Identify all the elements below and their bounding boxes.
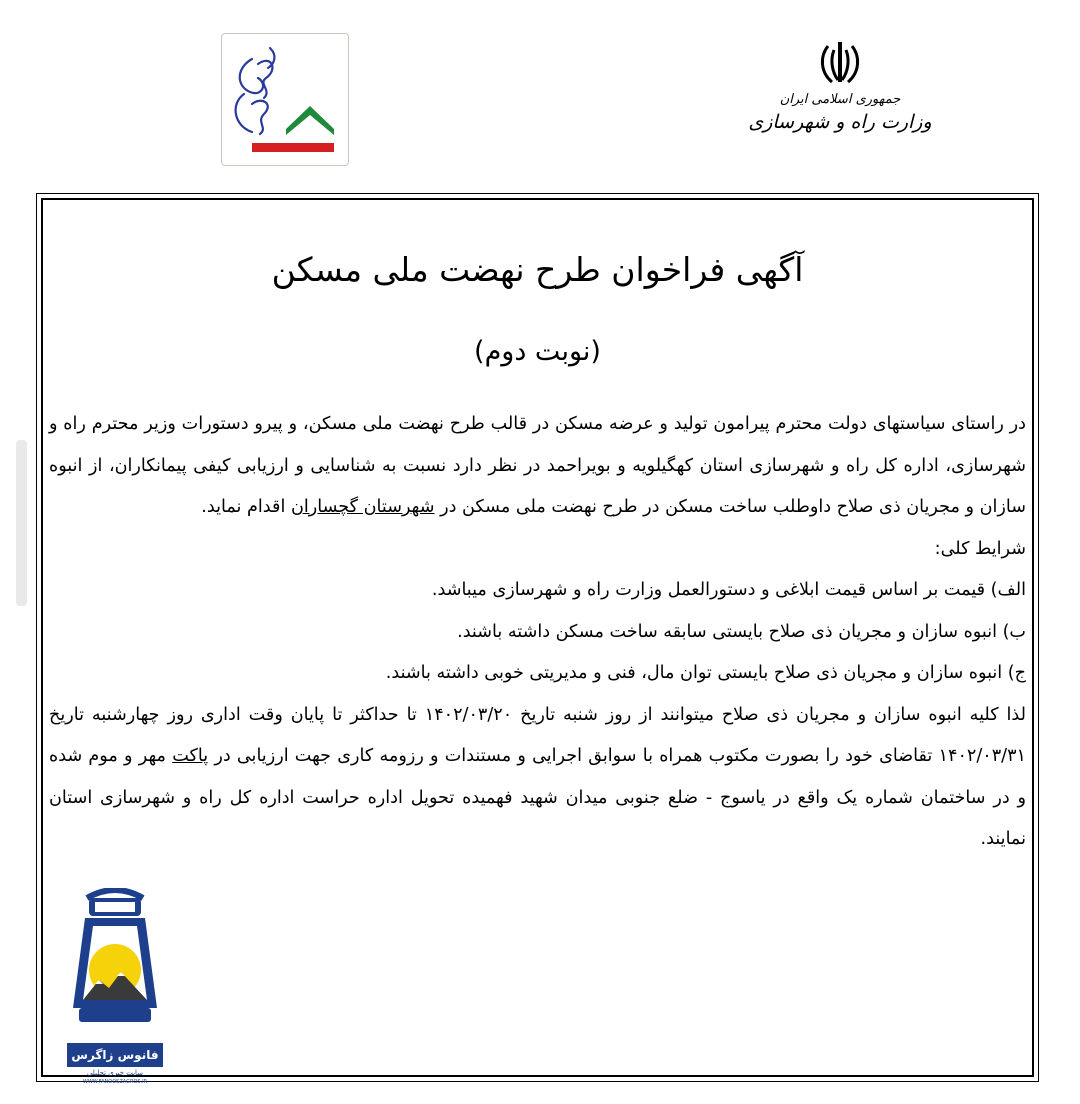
watermark-tagline: سایت خبری تحلیلی [86,1069,144,1077]
intro-text: در راستای سیاستهای دولت محترم پیرامون تولید و عرضه مسکن در قالب طرح نهضت ملی مسکن، و پیرو دستورات وزیر محترم راه و شهرسازی، اداره کل راه و شهرسازی استان کهگیلویه و بویراحمد در نظر دارد نسبت به شناسایی و ارزیابی کیفی پیمانکاران، از انبوه سازان و مجریان ذی صلاح داوطلب ساخت مسکن در طرح نهضت ملی مسکن در [49,414,1026,517]
closing-paragraph [49,695,1026,861]
emblem-country-text: جمهوری اسلامی ایران [779,92,901,107]
conditions-heading: شرایط کلی: [934,538,1026,559]
intro-paragraph [49,404,1026,529]
emblem-ministry-text: وزارت راه و شهرسازی [748,111,932,133]
closing-text: لذا کلیه انبوه سازان و مجریان ذی صلاح میتوانند از روز شنبه تاریخ ۱۴۰۲/۰۳/۲۰ تا حداکثر تا پایان وقت اداری روز چهارشنبه تاریخ ۱۴۰۲/۰۳/۳۱ تقاضای خود را بصورت مکتوب همراه با سوابق اجرایی و مستندات و رزومه کاری جهت ارزیابی در [49,704,1027,766]
condition-b: ب) انبوه سازان و مجریان ذی صلاح بایستی سابقه ساخت مسکن داشته باشند. [457,621,1026,642]
condition-c: ج) انبوه سازان و مجریان ذی صلاح بایستی توان مال، فنی و مدیریتی خوبی داشته باشند. [385,663,1026,683]
watermark-name: فانوس زاگرس [67,1043,163,1067]
lantern-icon [55,888,175,1048]
condition-a: الف) قیمت بر اساس قیمت ابلاغی و دستورالعمل وزارت راه و شهرسازی میباشد. [431,580,1026,600]
notice-frame [36,193,1039,1082]
watermark-url: WWW.FANOOSZAGROS.IR [82,1079,148,1085]
closing-end-text: مهر و موم شده و در ساختمان شماره یک واقع در یاسوج - ضلع جنوبی میدان شهید فهمیده تحویل اداره حراست اداره کل راه و شهرسازی استان نمایند. [49,746,1026,849]
intro-end-text: اقدام نماید. [201,497,286,517]
housing-movement-logo [221,33,349,166]
envelope-text: پاکت [172,746,209,766]
notice-title: آگهی فراخوان طرح نهضت ملی مسکن [271,250,804,289]
location-text: شهرستان گچساران [290,497,435,517]
iran-emblem [745,40,935,170]
fanoos-zagros-watermark [55,888,175,1088]
iran-emblem-icon [818,40,862,86]
notice-body [49,404,1026,861]
scrollbar[interactable] [16,440,27,606]
notice-subtitle: (نوبت دوم) [474,336,601,367]
